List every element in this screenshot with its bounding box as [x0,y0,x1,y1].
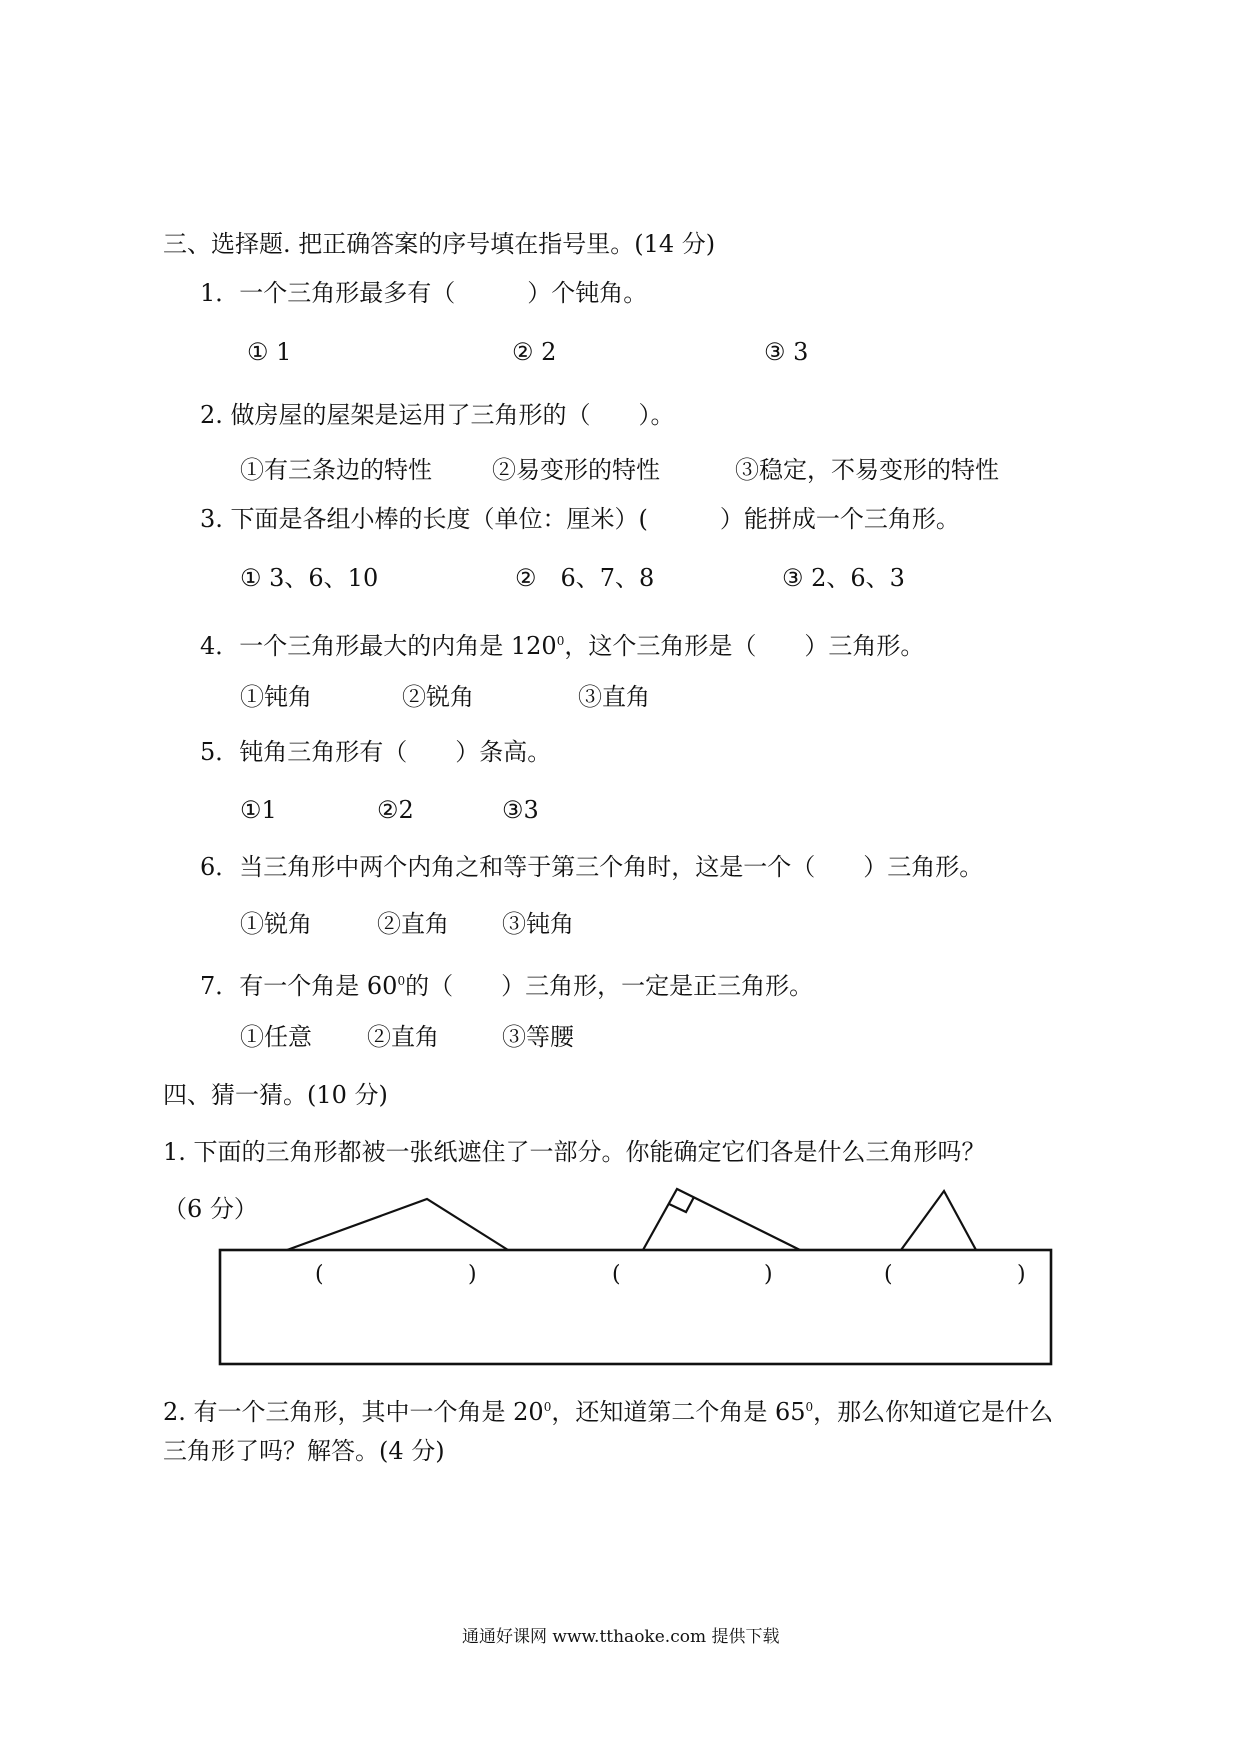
triangle-2 [643,1189,800,1250]
q2-option-2: ②易变形的特性 [492,456,660,484]
q4-option-1: ①钝角 [240,683,312,711]
section-4-question-2-line-2: 三角形了吗？解答。(4 分) [163,1437,445,1465]
question-7-text-b: 的（ ）三角形，一定是正三角形。 [405,972,814,1000]
q5-option-3: ③3 [502,796,539,824]
q4-option-2: ②锐角 [402,683,474,711]
q6-option-3: ③钝角 [502,910,574,938]
section-3-title: 三、选择题. 把正确答案的序号填在指号里。(14 分) [163,230,716,258]
q2-option-1: ①有三条边的特性 [240,456,432,484]
blank-1-open: ( [315,1262,324,1287]
q1-option-3: ③ 3 [764,338,809,366]
triangle-1 [287,1199,508,1250]
blank-2-close: ) [764,1262,773,1287]
section-4-question-1: 1. 下面的三角形都被一张纸遮住了一部分。你能确定它们各是什么三角形吗？ [163,1138,986,1166]
blank-3-open: ( [884,1262,893,1287]
q5-option-1: ①1 [240,796,277,824]
q6-option-1: ①锐角 [240,910,312,938]
paper-cover [220,1250,1051,1364]
q1-option-1: ① 1 [247,338,292,366]
section-4-question-2-line-1 [163,1392,1053,1427]
question-3: 3. 下面是各组小棒的长度（单位：厘米）( ）能拼成一个三角形。 [200,505,960,533]
q3-option-1: ① 3、6、10 [240,564,379,592]
question-7-text-a: 7．有一个角是 60 [200,972,398,1000]
q5-option-2: ②2 [377,796,414,824]
q2-text-c: ，那么你知道它是什么 [813,1398,1054,1426]
q4-option-3: ③直角 [578,683,650,711]
q7-option-2: ②直角 [367,1023,439,1051]
q6-option-2: ②直角 [377,910,449,938]
right-angle-marker [669,1197,694,1212]
footer-credit: 通通好课网 www.tthaoke.com 提供下载 [462,1627,780,1647]
question-2: 2. 做房屋的屋架是运用了三角形的（ ）。 [200,401,675,429]
blank-3-close: ) [1017,1262,1026,1287]
section-4-question-1-points: （6 分） [163,1195,258,1223]
degree-superscript: 0 [556,634,565,648]
blank-1-close: ) [468,1262,477,1287]
q7-option-3: ③等腰 [502,1023,574,1051]
question-1: 1．一个三角形最多有（ ）个钝角。 [200,279,648,307]
degree-superscript: 0 [397,974,406,988]
q2-text-b: ，还知道第二个角是 65 [551,1398,806,1426]
q7-option-1: ①任意 [240,1023,312,1051]
triangle-3 [901,1191,976,1250]
q2-option-3: ③稳定，不易变形的特性 [735,456,999,484]
q2-text-a: 2. 有一个三角形，其中一个角是 20 [163,1398,544,1426]
question-6: 6．当三角形中两个内角之和等于第三个角时，这是一个（ ）三角形。 [200,853,984,881]
degree-superscript: 0 [543,1400,552,1414]
degree-superscript: 0 [805,1400,814,1414]
question-4-text-a: 4．一个三角形最大的内角是 120 [200,632,557,660]
q3-option-3: ③ 2、6、3 [782,564,905,592]
q1-option-2: ② 2 [512,338,557,366]
blank-2-open: ( [612,1262,621,1287]
section-4-title: 四、猜一猜。(10 分) [163,1081,388,1109]
q3-option-2: ② 6、7、8 [515,564,655,592]
question-4-text-b: ，这个三角形是（ ）三角形。 [564,632,925,660]
question-5: 5．钝角三角形有（ ）条高。 [200,738,552,766]
